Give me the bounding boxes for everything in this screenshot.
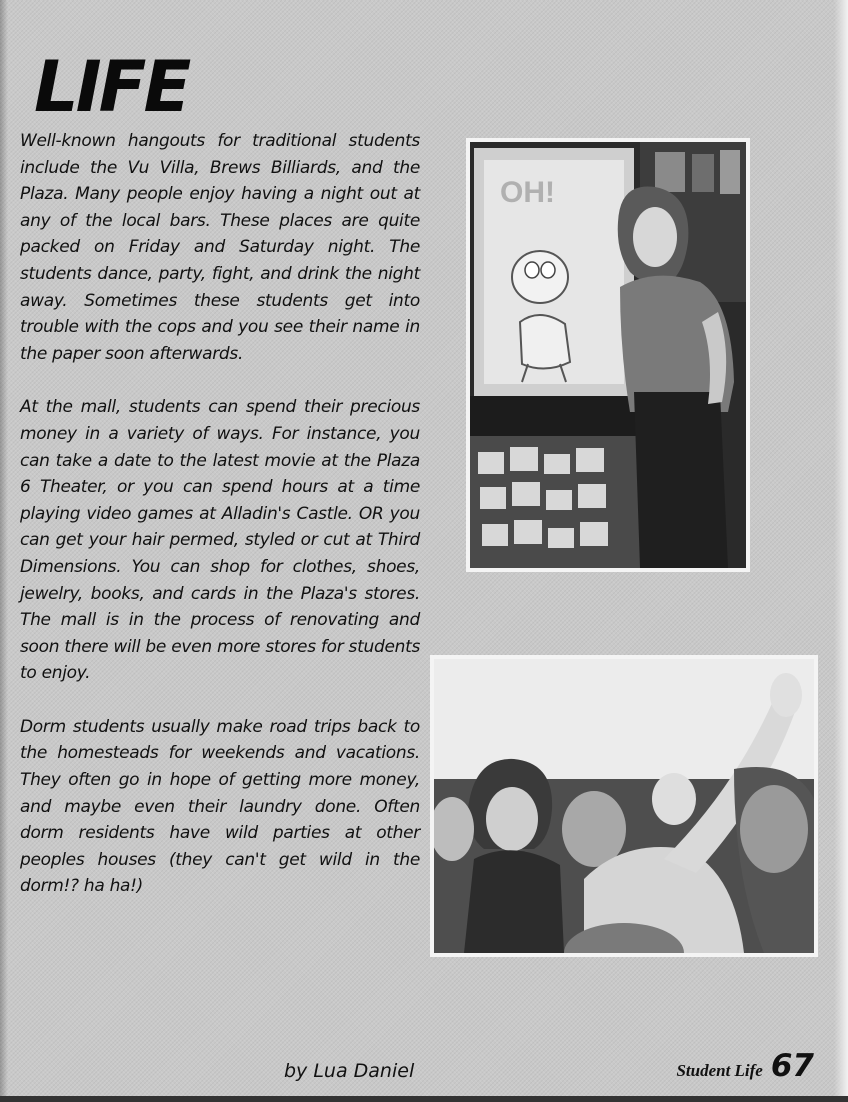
page-edge-highlight [834,0,848,1102]
section-label: Student Life [676,1061,763,1080]
byline: by Lua Daniel [284,1060,415,1082]
paragraph-hangouts: Well-known hangouts for traditional students include the Vu Villa, Brews Billiards, and the Plaza. Many people enjoy having a night out at any of the local bars. These places are quite packed on Friday and Saturday night. The students dance, party, fight, and drink the night away. Sometimes these students get into trouble with the cops and you see their name in the paper soon afterwards. [20,131,420,364]
photo-party-crowd [430,655,818,957]
photo-party-crowd-image [434,659,814,953]
page-heading: LIFE [34,46,189,128]
page-bottom-edge [0,1096,848,1102]
photo-student-at-store-image [470,142,746,568]
svg-text:OH!: OH! [500,176,555,209]
paragraph-dorm: Dorm students usually make road trips back to the homesteads for weekends and vacations. They often go in hope of getting more money, and maybe even their laundry done. Often dorm residents have wild parties at other peoples houses (they can't get wild in the dorm!? ha ha!) [20,716,420,897]
photo-student-at-store [466,138,750,572]
article-body [20,128,420,927]
page-footer [676,1048,814,1084]
paragraph-mall: At the mall, students can spend their precious money in a variety of ways. For instance, you can take a date to the latest movie at the Plaza 6 Theater, or you can spend hours at a time playing video games at Alladin's Castle. OR you can get your hair permed, styled or cut at Third Dimensions. You can shop for clothes, shoes, jewelry, books, and cards in the Plaza's stores. The mall is in the process of renovating and soon there will be even more stores for students to enjoy. [20,397,420,684]
page-number: 67 [770,1048,814,1084]
page-edge-shadow [0,0,8,1102]
